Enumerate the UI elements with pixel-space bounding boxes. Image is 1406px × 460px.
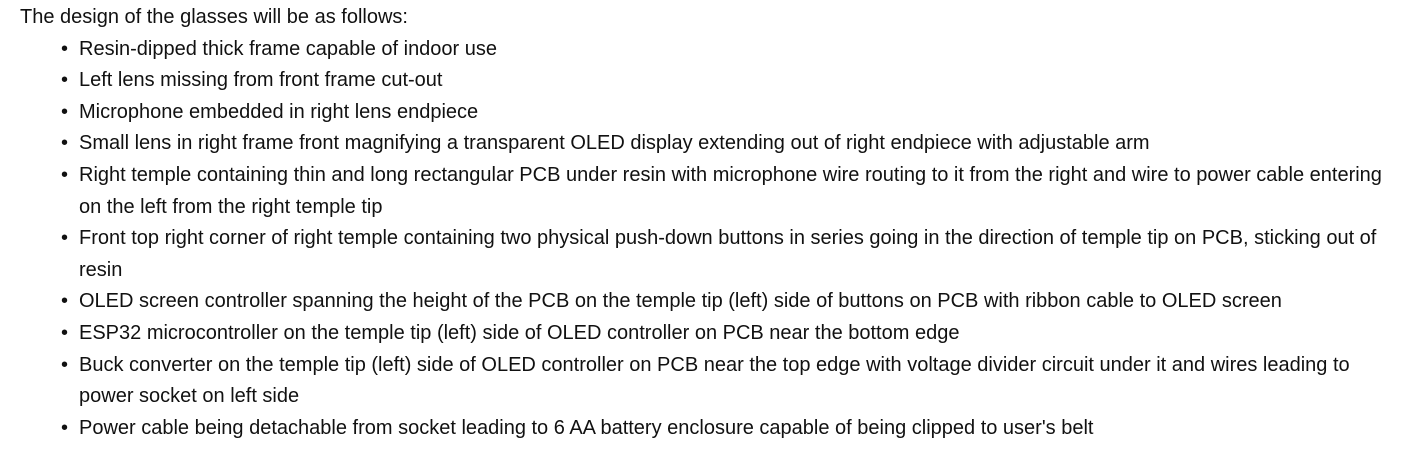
list-item-text: Right temple containing thin and long rectangular PCB under resin with microphone wire routing to it from the right and wire to power cable entering on the left from the right temple tip	[79, 163, 1382, 218]
bullet-icon: •	[61, 416, 69, 439]
list-item	[61, 286, 1399, 318]
bullet-icon: •	[61, 69, 69, 92]
list-item	[61, 223, 1399, 286]
bullet-icon: •	[61, 100, 69, 123]
list-item-text: Microphone embedded in right lens endpiece	[79, 100, 479, 123]
list-item-text: Buck converter on the temple tip (left) side of OLED controller on PCB near the top edge with voltage divider circuit under it and wires leading to power socket on left side	[79, 353, 1350, 408]
list-item-text: Power cable being detachable from socket leading to 6 AA battery enclosure capable of being clipped to user's belt	[79, 416, 1094, 439]
list-item-text: OLED screen controller spanning the height of the PCB on the temple tip (left) side of buttons on PCB with ribbon cable to OLED screen	[79, 290, 1282, 313]
intro-text: The design of the glasses will be as follows:	[20, 6, 408, 28]
list-item	[61, 413, 1399, 445]
list-item	[61, 318, 1399, 350]
bullet-icon: •	[61, 37, 69, 60]
bullet-icon: •	[61, 163, 69, 186]
bullet-icon: •	[61, 290, 69, 313]
list-item	[61, 34, 1399, 66]
bullet-icon: •	[61, 353, 69, 376]
list-item	[61, 160, 1399, 223]
list-item	[61, 65, 1399, 97]
design-list	[20, 34, 1406, 445]
list-item-text: ESP32 microcontroller on the temple tip (left) side of OLED controller on PCB near the bottom edge	[79, 321, 960, 344]
list-item-text: Front top right corner of right temple containing two physical push-down buttons in series going in the direction of temple tip on PCB, sticking out of resin	[79, 227, 1377, 281]
list-item-text: Small lens in right frame front magnifying a transparent OLED display extending out of right endpiece with adjustable arm	[79, 132, 1150, 155]
bullet-icon: •	[61, 132, 69, 155]
list-item	[61, 350, 1399, 413]
list-item-text: Left lens missing from front frame cut-out	[79, 69, 443, 92]
bullet-icon: •	[61, 321, 69, 344]
bullet-icon: •	[61, 227, 69, 250]
list-item	[61, 97, 1399, 129]
list-item-text: Resin-dipped thick frame capable of indoor use	[79, 37, 498, 60]
list-item	[61, 128, 1399, 160]
